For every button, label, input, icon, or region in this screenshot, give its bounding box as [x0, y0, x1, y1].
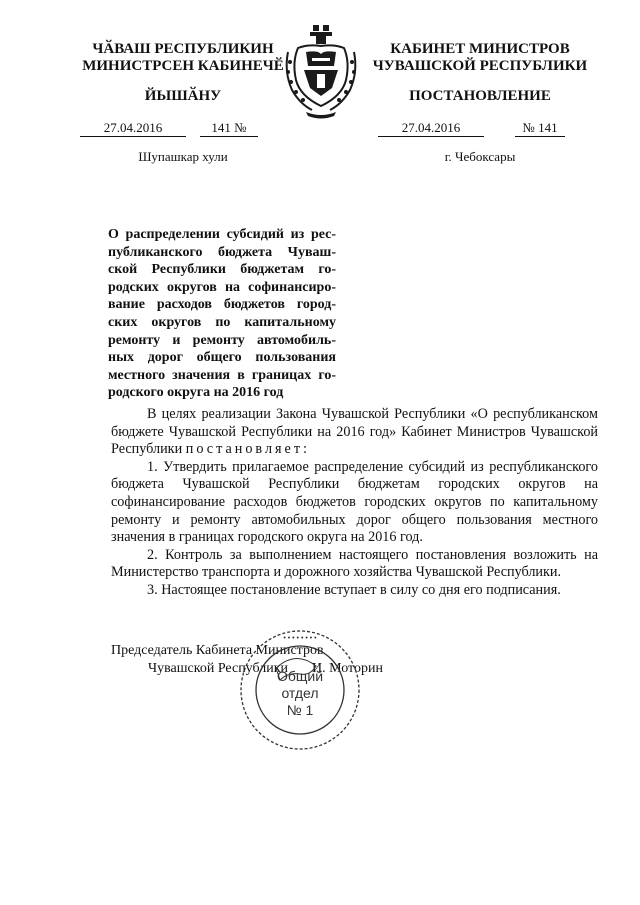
header-right-line1: КАБИНЕТ МИНИСТРОВ	[390, 41, 570, 57]
header-right-number: № 141	[515, 120, 565, 137]
title-line: ремонту и ремонту автомобиль-	[108, 332, 336, 348]
item-3: 3. Настоящее постановление вступает в силу со дня его подписания.	[147, 581, 561, 598]
title-line: ской Республики бюджетам го-	[108, 262, 336, 278]
chuvash-emblem-icon	[282, 22, 360, 122]
preamble-paragraph	[111, 406, 598, 459]
header-right-line2: ЧУВАШСКОЙ РЕСПУБЛИКИ	[372, 58, 588, 74]
stamp-line1: Общий	[276, 668, 324, 684]
title-line: ских округов по капитальному	[108, 314, 336, 330]
preamble-text: В целях реализации Закона Чувашской Республики «О республиканском бюджете Чувашской Республики на 2016 год» Кабинет Министров Чувашской Республики	[111, 406, 598, 458]
title-line: публиканского бюджета Чуваш-	[108, 244, 336, 260]
document-title	[108, 226, 336, 402]
office-stamp	[238, 628, 362, 752]
signature-title-line1: Председатель Кабинета Министров	[111, 643, 324, 658]
signature-title-line2: Чувашской Республики	[148, 661, 289, 676]
header-right-city: г. Чебоксары	[444, 149, 516, 164]
title-line: местного значения в границах го-	[108, 367, 336, 383]
signature-name: И. Моторин	[312, 661, 383, 676]
item-1: 1. Утвердить прилагаемое распределение субсидий из республиканского бюджета Чувашской Республики бюджетам городских округов на софинансирование расходов бюджетов городских округов по капитальному ремонту и ремонту автомобильных дорог общего пользования местного значения в границах городского округа на 2016 год.	[111, 458, 598, 546]
svg-text:• • • • • • • •: • • • • • • • •	[283, 635, 317, 642]
title-line: родских округов на софинансиро-	[108, 279, 336, 295]
header-left-number: 141 №	[200, 120, 258, 137]
document-body	[111, 406, 598, 600]
stamp-line3: № 1	[286, 702, 314, 718]
title-line: родского округа на 2016 год	[108, 385, 284, 401]
title-line: О распределении субсидий из рес-	[108, 227, 336, 242]
header-right-date: 27.04.2016	[378, 120, 484, 137]
header-left-doctype: ЙЫШӐНУ	[144, 88, 222, 104]
header-left-line2: МИНИСТРСЕН КАБИНЕЧӖ	[82, 58, 284, 74]
header-left-line1: ЧӐВАШ РЕСПУБЛИКИН	[92, 41, 274, 57]
header-left-date: 27.04.2016	[80, 120, 186, 137]
header-left-city: Шупашкар хули	[138, 149, 228, 164]
decree-word: постановляет:	[185, 441, 310, 458]
title-line: вание расходов бюджетов город-	[108, 297, 336, 313]
item-2: 2. Контроль за выполнением настоящего постановления возложить на Министерство транспорта и дорожного хозяйства Чувашской Республики.	[111, 546, 598, 581]
stamp-line2: отдел	[281, 685, 319, 701]
header-right-doctype: ПОСТАНОВЛЕНИЕ	[409, 88, 551, 104]
title-line: ных дорог общего пользования	[108, 350, 336, 366]
